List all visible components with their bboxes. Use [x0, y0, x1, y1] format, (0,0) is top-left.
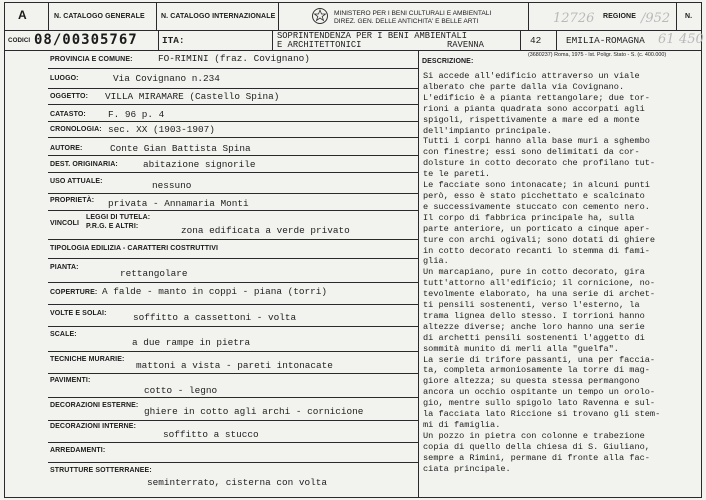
- pavimenti-value: cotto - legno: [144, 385, 218, 396]
- handwritten-region-code: /952: [641, 11, 671, 26]
- header-sep-1: [48, 2, 49, 30]
- frame-top: [4, 2, 702, 3]
- header-sep-3: [278, 2, 279, 30]
- row-line-18: [48, 420, 418, 421]
- row-line-15: [48, 351, 418, 352]
- row-line-2: [48, 88, 418, 89]
- ministry-line-1: MINISTERO PER I BENI CULTURALI E AMBIENTALI: [334, 10, 492, 17]
- dec-esterne-value: ghiere in cotto agli archi - cornicione: [144, 406, 364, 417]
- row-line-16: [48, 373, 418, 374]
- row-line-1: [48, 68, 418, 69]
- row-line-14: [48, 326, 418, 327]
- strutture-label: STRUTTURE SOTTERRANEE:: [50, 467, 152, 474]
- row-line-4: [48, 121, 418, 122]
- autore-value: Conte Gian Battista Spina: [110, 143, 251, 154]
- row-line-6: [48, 155, 418, 156]
- leggi-label: LEGGI DI TUTELA:: [86, 214, 151, 221]
- codice-value: 08/00305767: [34, 32, 138, 48]
- tecniche-label: TECNICHE MURARIE:: [50, 356, 125, 363]
- volte-value: soffitto a cassettoni - volta: [133, 312, 297, 323]
- luogo-label: LUOGO:: [50, 75, 79, 82]
- row-line-17: [48, 397, 418, 398]
- soprintendenza-city: RAVENNA: [447, 40, 484, 50]
- uso-value: nessuno: [152, 180, 192, 191]
- autore-label: AUTORE:: [50, 145, 83, 152]
- row-line-20: [48, 462, 418, 463]
- proprieta-label: PROPRIETÀ:: [50, 197, 95, 204]
- print-info: (3680237) Roma, 1975 - Ist. Poligr. Stato - S. (c. 400.000): [528, 52, 667, 58]
- code-42-sep-right: [556, 30, 557, 50]
- dec-interne-label: DECORAZIONI INTERNE:: [50, 423, 136, 430]
- header-sep-2: [156, 2, 157, 30]
- cronologia-label: CRONOLOGIA:: [50, 126, 102, 133]
- dec-esterne-label: DECORAZIONI ESTERNE:: [50, 402, 139, 409]
- dec-interne-value: soffitto a stucco: [163, 429, 259, 440]
- header-bottom-line: [4, 50, 702, 51]
- emblem-icon: [311, 6, 329, 26]
- catalogo-internazionale-label: N. CATALOGO INTERNAZIONALE: [161, 13, 276, 20]
- soprintendenza-line-2: E ARCHITETTONICI: [277, 40, 362, 50]
- regione-label: REGIONE: [603, 13, 636, 20]
- body-column-divider: [418, 50, 419, 497]
- n-label: N.: [685, 13, 693, 20]
- volte-label: VOLTE E SOLAI:: [50, 310, 107, 317]
- vincoli-label: VINCOLI: [50, 220, 80, 227]
- descrizione-text: Si accede all'edificio attraverso un viale alberato che parte dalla via Covignano. L'edificio è a pianta rettangolare; due tor- rioni a pianta quadrata sono accorpati agli spigoli, rispettivamente a mare ed a monte dell'impianto principale. Tutti i corpi hanno alla base muri a sghembo con finestre; essi sono delimitati da cor- dolsture in cotto decorato che profilano tut- te le pareti. Le facciate sono intonacate; in alcuni punti però, esso è stato picchettato e scalcinato e successivamente stuccato con cemento nero. Il corpo di fabbrica principale ha, sulla parte anteriore, un porticato a cinque aper- ture con archi ogivali; sono dotati di ghiere in cotto decorato recanti lo stemma di fami- glia. Un marcapiano, pure in cotto decorato, gira tutt'attorno all'edificio; il cornicione, no- tevolmente elaborato, ha una serie di archet- ti pensili sostenenti, verso l'esterno, la trama lignea dello stesso. I torrioni hanno altezze diverse; anche loro hanno una serie di archetti pensili sostenenti l'aggetto di sommità munito di merli alla "guelfa". La serie di trifore passanti, una per faccia- ta, completa armoniosamente la torre di mag- giore altezza; su questa stessa permangono ancora un occhio ospitante un tempo un orolo- gio, mentre sullo spigolo lato Ravenna e sul- la facciata lato Riccione si trovano gli stem- mi di famiglia. Un pozzo in pietra con colonne e trabezione copia di quello della chiesa di S. Giuliano, sempre a Rimini, permane di fronte alla fac- ciata principale.: [423, 71, 661, 474]
- pianta-label: PIANTA:: [50, 264, 79, 271]
- row-line-11: [48, 258, 418, 259]
- codici-label: CODICI: [8, 37, 31, 44]
- handwritten-450: 450: [679, 32, 704, 47]
- strutture-value: seminterrato, cisterna con volta: [147, 477, 328, 488]
- dest-label: DEST. ORIGINARIA:: [50, 161, 118, 168]
- provincia-label: PROVINCIA E COMUNE:: [50, 56, 133, 63]
- scale-value: a due rampe in pietra: [132, 337, 251, 348]
- catalogo-generale-label: N. CATALOGO GENERALE: [54, 13, 145, 20]
- uso-label: USO ATTUALE:: [50, 178, 103, 185]
- ita-sep: [272, 30, 273, 50]
- scale-label: SCALE:: [50, 331, 77, 338]
- row-line-5: [48, 137, 418, 138]
- catasto-value: F. 96 p. 4: [108, 109, 165, 120]
- proprieta-value: privata - Annamaria Monti: [108, 198, 249, 209]
- row-line-10: [48, 239, 418, 240]
- row-line-7: [48, 172, 418, 173]
- pavimenti-label: PAVIMENTI:: [50, 377, 91, 384]
- frame-left: [4, 2, 5, 498]
- row-line-13: [48, 304, 418, 305]
- provincia-value: FO-RIMINI (fraz. Covignano): [158, 53, 310, 64]
- code-42: 42: [530, 35, 542, 46]
- header-sep-4: [528, 2, 529, 30]
- descrizione-label: DESCRIZIONE:: [422, 58, 474, 65]
- tipologia-label: TIPOLOGIA EDILIZIA - CARATTERI COSTRUTTIVI: [50, 245, 219, 252]
- ita-label: ITA:: [162, 35, 185, 46]
- catasto-label: CATASTO:: [50, 111, 86, 118]
- dest-value: abitazione signorile: [143, 159, 256, 170]
- handwritten-number: 12726: [553, 11, 595, 26]
- oggetto-label: OGGETTO:: [50, 93, 89, 100]
- frame-bottom: [4, 497, 702, 498]
- vincoli-value: zona edificata a verde privato: [181, 225, 350, 236]
- row-line-9: [48, 210, 418, 211]
- tecniche-value: mattoni a vista - pareti intonacate: [136, 360, 333, 371]
- luogo-value: Via Covignano n.234: [113, 73, 220, 84]
- coperture-label: COPERTURE:: [50, 289, 98, 296]
- arredamenti-label: ARREDAMENTI:: [50, 447, 106, 454]
- prg-label: P.R.G. E ALTRI:: [86, 223, 139, 230]
- codici-sep: [158, 30, 159, 50]
- row-line-8: [48, 193, 418, 194]
- row-line-19: [48, 442, 418, 443]
- cronologia-value: sec. XX (1903-1907): [108, 124, 215, 135]
- header-sep-5: [676, 2, 677, 30]
- regione-value: EMILIA-ROMAGNA: [566, 35, 645, 46]
- soprintendenza-line-1: SOPRINTENDENZA PER I BENI AMBIENTALI: [277, 31, 468, 41]
- pianta-value: rettangolare: [120, 268, 188, 279]
- code-42-sep-left: [520, 30, 521, 50]
- ministry-line-2: DIREZ. GEN. DELLE ANTICHITA' E BELLE ARTI: [334, 18, 479, 25]
- oggetto-value: VILLA MIRAMARE (Castello Spina): [105, 91, 280, 102]
- handwritten-61: 61: [658, 32, 675, 47]
- row-line-12: [48, 282, 418, 283]
- corner-letter: A: [18, 8, 28, 22]
- row-line-3: [48, 104, 418, 105]
- coperture-value: A falde - manto in coppi - piana (torri): [102, 286, 328, 297]
